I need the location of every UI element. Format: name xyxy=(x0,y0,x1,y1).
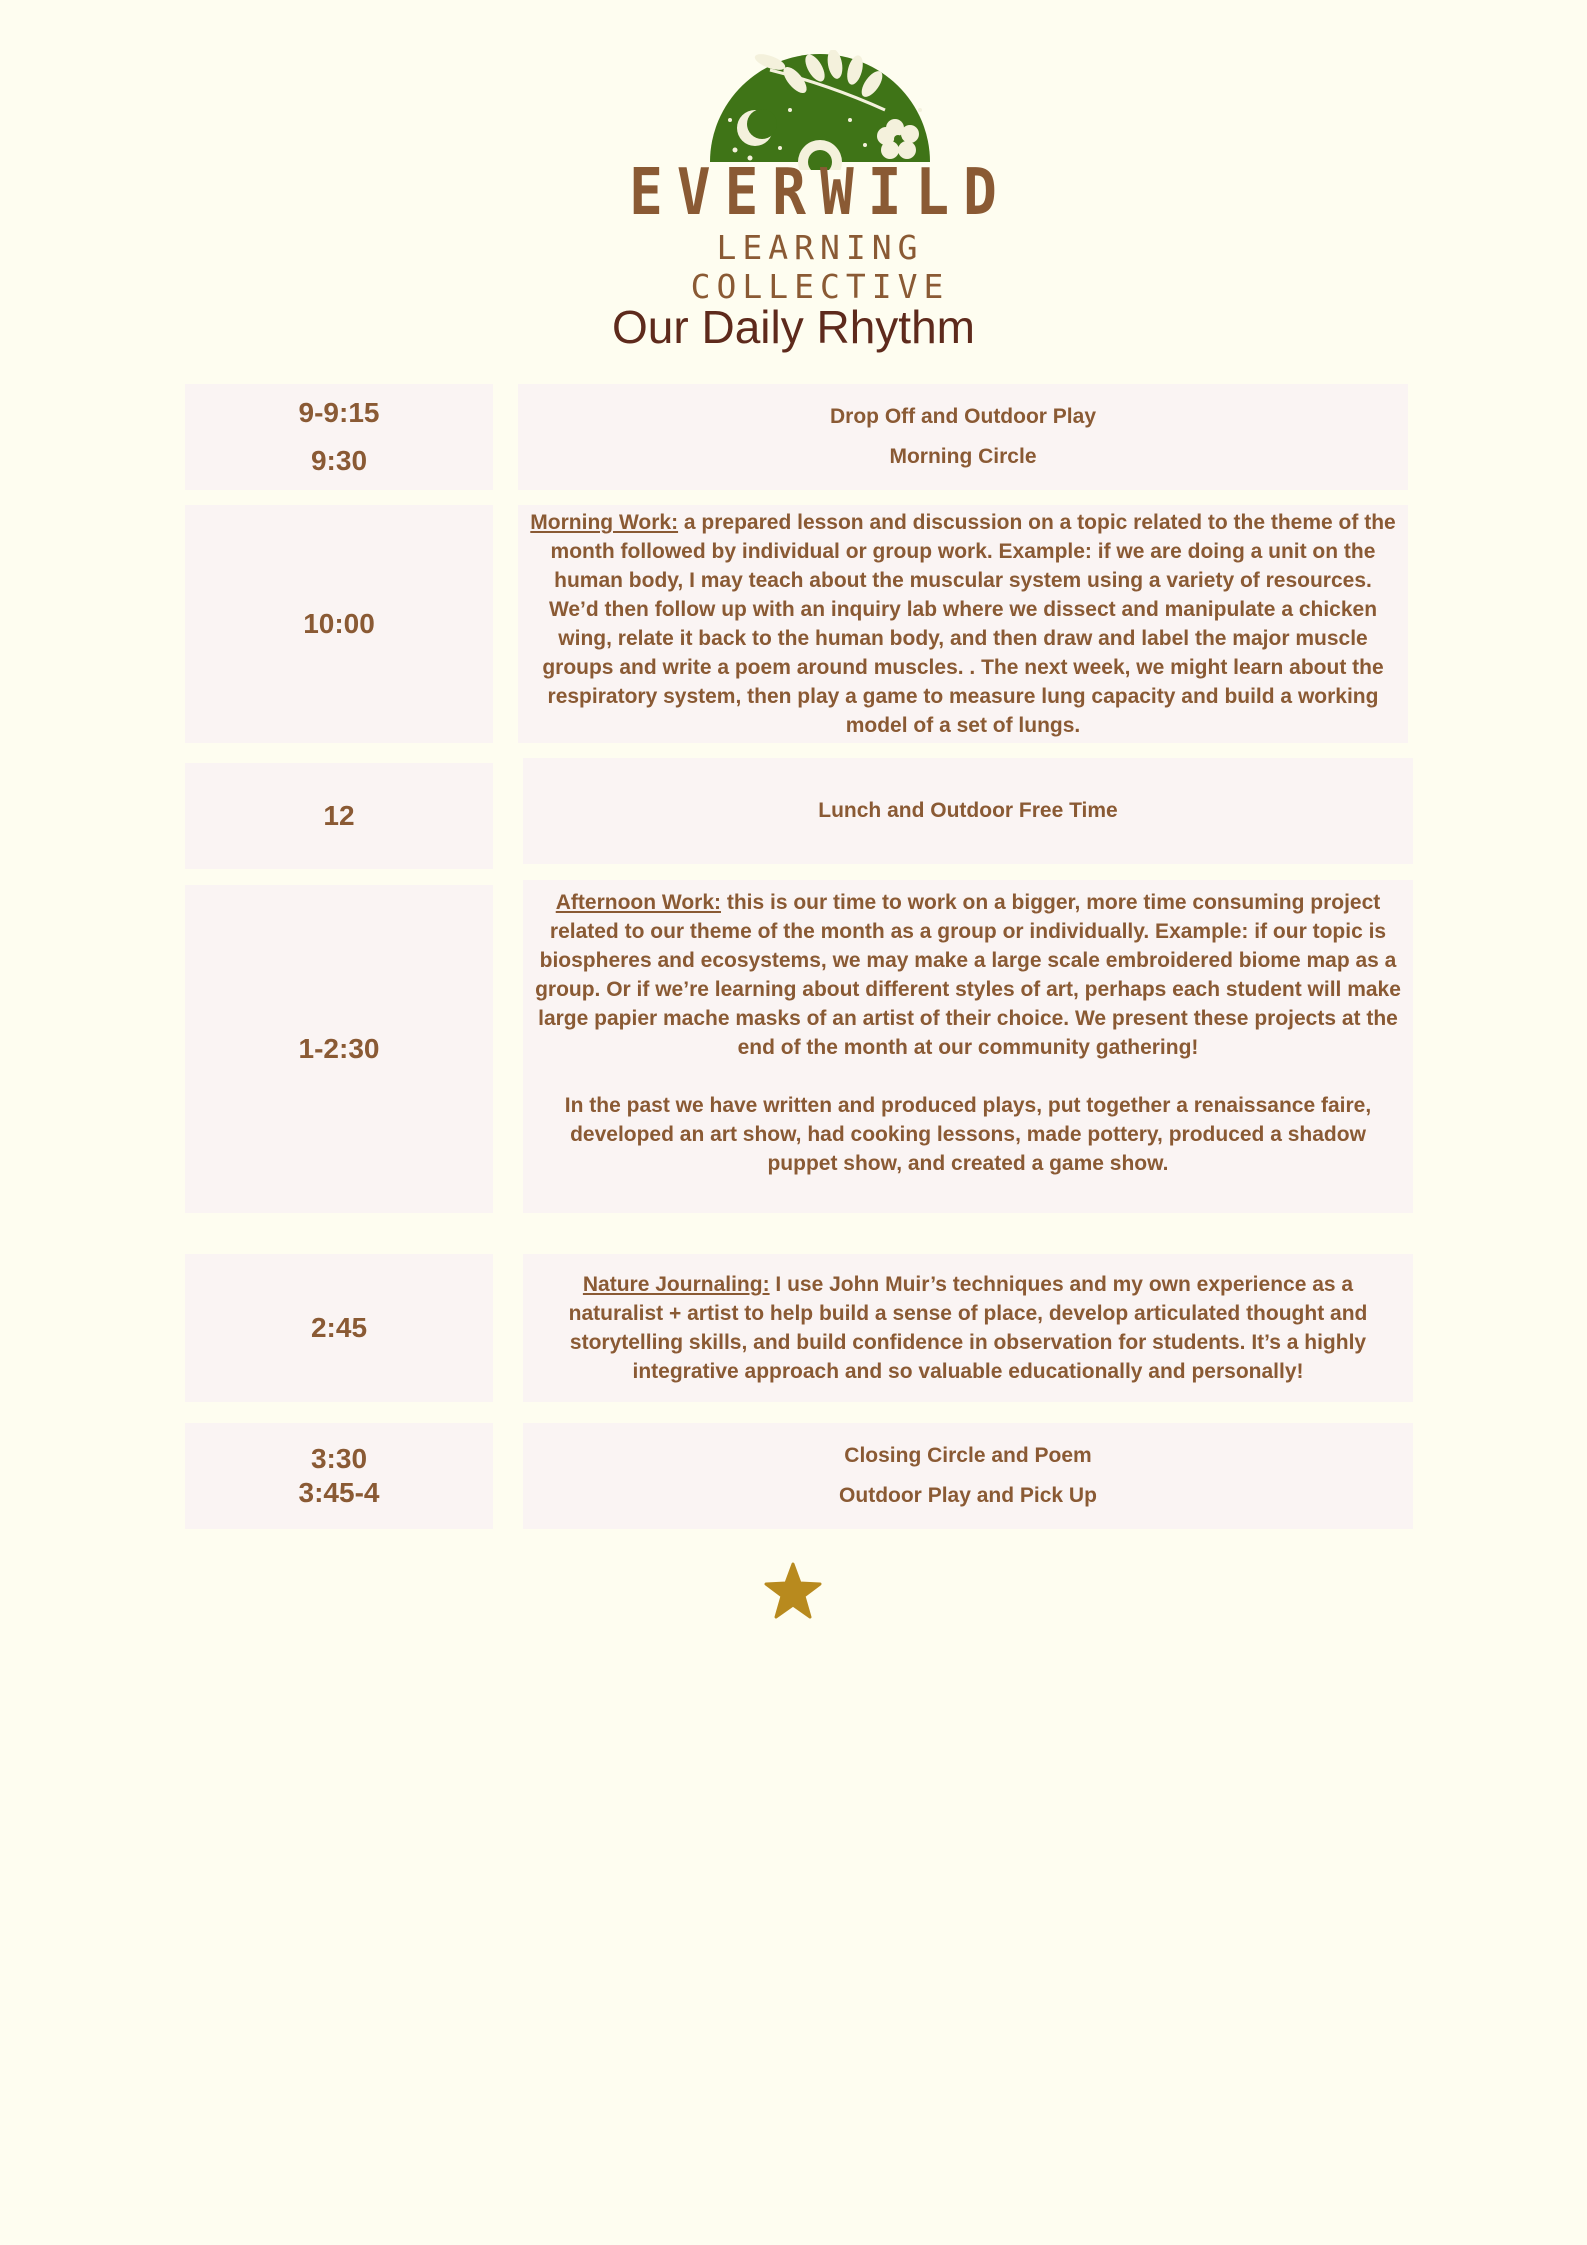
time-label: 3:45-4 xyxy=(298,1477,380,1508)
time-cell xyxy=(185,885,493,1213)
activity-description xyxy=(523,888,1413,1062)
time-label: 12 xyxy=(323,800,355,831)
time-label: 1-2:30 xyxy=(298,1033,380,1064)
activity-cell xyxy=(523,1254,1413,1402)
section-text: this is our time to work on a bigger, more time consuming project related to our theme of the month as a group or individually. Example: if our topic is biospheres and ecosystems, we may make a large scale embroidered biome map as a group. Or if we’re learning about different styles of art, perhaps each student will make large papier mache masks of an artist of their choice. We present these projects at the end of the month at our community gathering! xyxy=(535,891,1401,1059)
logo-emblem xyxy=(620,50,1020,170)
activity-cell xyxy=(523,758,1413,864)
activity-label: Outdoor Play and Pick Up xyxy=(839,1484,1097,1507)
activity-label: Morning Circle xyxy=(889,445,1037,468)
time-label: 3:30 xyxy=(310,1443,368,1474)
activity-description xyxy=(518,508,1408,740)
section-text: I use John Muir’s techniques and my own experience as a naturalist + artist to help build a sense of place, develop articulated thought and storytelling skills, and build confidence in observation for students. It’s a highly integrative approach and so valuable educationally and personally! xyxy=(568,1273,1368,1383)
time-cell xyxy=(185,1254,493,1402)
time-label: 2:45 xyxy=(310,1312,368,1343)
page-title: Our Daily Rhythm xyxy=(612,301,975,353)
star-icon xyxy=(762,1560,824,1622)
activity-label: Lunch and Outdoor Free Time xyxy=(818,799,1118,822)
activity-label: Closing Circle and Poem xyxy=(844,1444,1092,1467)
activity-cell xyxy=(523,880,1413,1213)
activity-cell xyxy=(518,505,1408,743)
time-cell xyxy=(185,384,493,490)
activity-cell xyxy=(518,384,1408,490)
section-heading: Afternoon Work: xyxy=(555,891,721,914)
section-heading: Morning Work: xyxy=(530,511,679,534)
section-text: a prepared lesson and discussion on a topic related to the theme of the month followed by individual or group work. Example: if we are doing a unit on the human body, I may teach about the muscular system using a variety of resources. We’d then follow up with an inquiry lab where we dissect and manipulate a chicken wing, relate it back to the human body, and then draw and label the major muscle groups and write a poem around muscles. . The next week, we might learn about the respiratory system, then play a game to measure lung capacity and build a working model of a set of lungs. xyxy=(542,511,1396,737)
time-label: 9:30 xyxy=(310,445,368,476)
brand-subtitle: LEARNING COLLECTIVE xyxy=(690,228,950,306)
time-label: 10:00 xyxy=(303,608,375,639)
time-label: 9-9:15 xyxy=(298,397,380,428)
time-cell xyxy=(185,1423,493,1529)
activity-description-extra: In the past we have written and produced plays, put together a renaissance faire, developed an art show, had cooking lessons, made pottery, produced a shadow puppet show, and created a game show. xyxy=(564,1094,1372,1175)
section-heading: Nature Journaling: xyxy=(582,1273,770,1296)
time-cell xyxy=(185,505,493,743)
activity-description xyxy=(523,1270,1413,1386)
time-cell xyxy=(185,763,493,869)
activity-cell xyxy=(523,1423,1413,1529)
activity-label: Drop Off and Outdoor Play xyxy=(830,405,1096,428)
brand-name: EVERWILD xyxy=(629,155,1011,230)
